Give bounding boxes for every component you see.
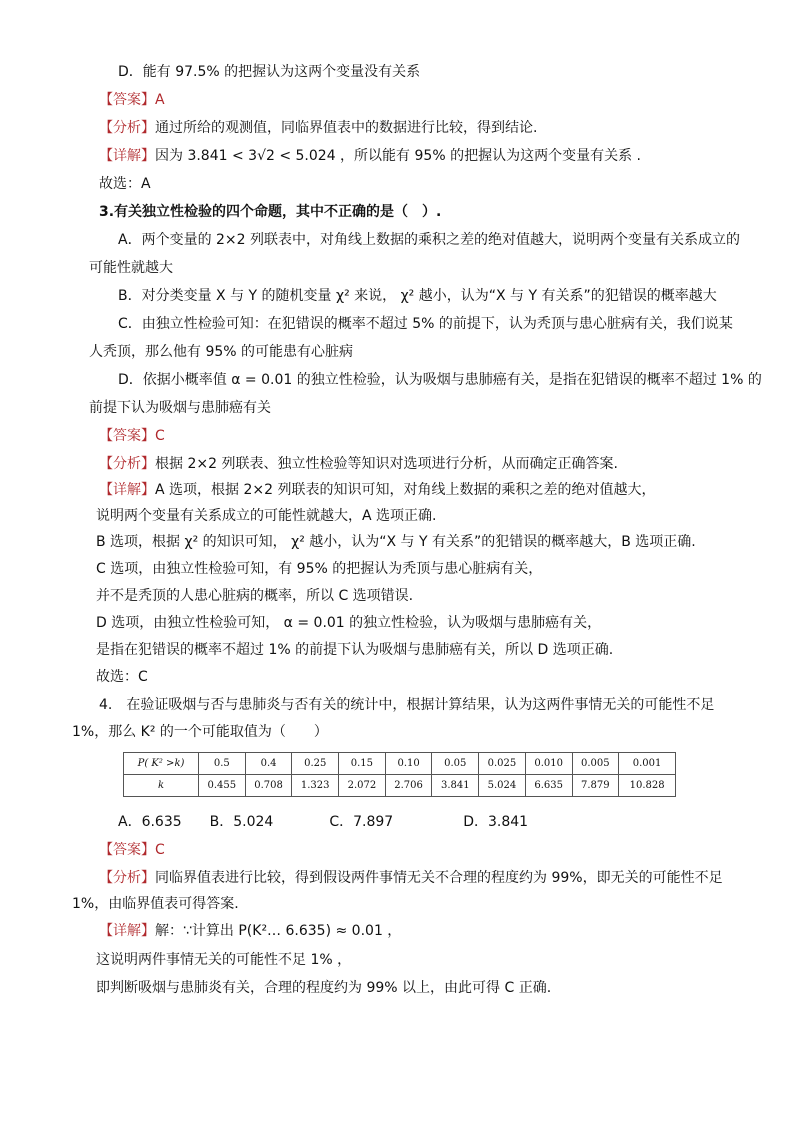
q3-option-c-line1: C．由独立性检验可知：在犯错误的概率不超过 5% 的前提下，认为秃顶与患心脏病有关，我们说某 <box>118 316 733 332</box>
table-cell: 2.706 <box>385 775 432 797</box>
detail-text: 因为 3.841 < 3√2 < 5.024 ，所以能有 95% 的把握认为这两个变量有关系 . <box>155 148 641 164</box>
answer-line-1 <box>99 90 165 110</box>
answer-line-2 <box>99 426 165 446</box>
detail-tag: 【详解】 <box>99 148 155 164</box>
analysis-line-1 <box>99 118 537 138</box>
table-cell: 6.635 <box>525 775 572 797</box>
answer-line-3 <box>99 840 165 860</box>
analysis-line-3 <box>99 868 723 888</box>
q3-option-a-line2: 可能性就越大 <box>89 260 173 276</box>
detail-line-2 <box>99 480 655 500</box>
table-cell: 1.323 <box>292 775 339 797</box>
detail-text: 解：∵计算出 P(K²… 6.635) ≈ 0.01 ， <box>155 923 402 939</box>
detail-3-line2: 这说明两件事情无关的可能性不足 1% ， <box>96 952 352 968</box>
table-cell: 3.841 <box>432 775 479 797</box>
answer-value: C <box>155 842 165 858</box>
answer-value: A <box>155 92 165 108</box>
analysis-tag: 【分析】 <box>99 870 155 886</box>
table-cell: 0.10 <box>385 753 432 775</box>
table-row <box>124 775 676 797</box>
question-3-stem: 3.有关独立性检验的四个命题，其中不正确的是（ ）. <box>99 204 442 220</box>
table-cell: 5.024 <box>479 775 526 797</box>
detail-2-line5: 并不是秃顶的人患心脏病的概率，所以 C 选项错误. <box>96 588 414 604</box>
table-cell: 0.005 <box>572 753 619 775</box>
q3-option-b: B．对分类变量 X 与 Y 的随机变量 χ² 来说， χ² 越小，认为“X 与 Y 有关系”的犯错误的概率越大 <box>118 288 717 304</box>
table-cell: 0.05 <box>432 753 479 775</box>
answer-tag: 【答案】 <box>99 428 155 444</box>
detail-2-line4: C 选项，由独立性检验可知，有 95% 的把握认为秃顶与患心脏病有关， <box>96 561 543 577</box>
analysis-tag: 【分析】 <box>99 456 155 472</box>
q3-option-d-line2: 前提下认为吸烟与患肺癌有关 <box>89 400 271 416</box>
detail-2-line3: B 选项，根据 χ² 的知识可知， χ² 越小，认为“X 与 Y 有关系”的犯错误的概率越大，B 选项正确. <box>96 534 696 550</box>
option-d-line: D．能有 97.5% 的把握认为这两个变量没有关系 <box>118 64 421 80</box>
table-cell: 0.15 <box>339 753 386 775</box>
detail-line-1 <box>99 146 641 166</box>
table-cell: 0.4 <box>245 753 292 775</box>
table-cell: 0.708 <box>245 775 292 797</box>
table-cell: 0.455 <box>199 775 246 797</box>
analysis-text: 通过所给的观测值，同临界值表中的数据进行比较，得到结论. <box>155 120 538 136</box>
table-row-head: P( K² >k) <box>124 753 199 775</box>
question-4-options: A．6.635 B．5.024 C．7.897 D．3.841 <box>118 814 529 830</box>
detail-2-line2: 说明两个变量有关系成立的可能性就越大，A 选项正确. <box>96 508 437 524</box>
answer-value: C <box>155 428 165 444</box>
choose-line-1: 故选：A <box>99 176 151 192</box>
analysis-line-2 <box>99 454 618 474</box>
table-cell: 10.828 <box>619 775 676 797</box>
detail-tag: 【详解】 <box>99 923 155 939</box>
q3-option-d-line1: D．依据小概率值 α = 0.01 的独立性检验，认为吸烟与患肺癌有关，是指在犯错误的概率不超过 1% 的 <box>118 372 762 388</box>
detail-2-line6: D 选项，由独立性检验可知， α = 0.01 的独立性检验，认为吸烟与患肺癌有关， <box>96 615 602 631</box>
table-cell: 7.879 <box>572 775 619 797</box>
detail-3-line3: 即判断吸烟与患肺炎有关，合理的程度约为 99% 以上，由此可得 C 正确. <box>96 980 552 996</box>
answer-tag: 【答案】 <box>99 92 155 108</box>
q3-option-c-line2: 人秃顶，那么他有 95% 的可能患有心脏病 <box>89 344 354 360</box>
analysis-text: 根据 2×2 列联表、独立性检验等知识对选项进行分析，从而确定正确答案. <box>155 456 618 472</box>
table-cell: 0.25 <box>292 753 339 775</box>
analysis-text: 同临界值表进行比较，得到假设两件事情无关不合理的程度约为 99%，即无关的可能性不足 <box>155 870 723 886</box>
table-row-head: k <box>124 775 199 797</box>
table-cell: 2.072 <box>339 775 386 797</box>
detail-2-line7: 是指在犯错误的概率不超过 1% 的前提下认为吸烟与患肺癌有关，所以 D 选项正确. <box>96 642 614 658</box>
critical-value-table <box>123 752 676 797</box>
question-4-line2: 1%，那么 K² 的一个可能取值为（ ） <box>72 724 328 740</box>
answer-tag: 【答案】 <box>99 842 155 858</box>
detail-text: A 选项，根据 2×2 列联表的知识可知，对角线上数据的乘积之差的绝对值越大， <box>155 482 656 498</box>
table-row <box>124 753 676 775</box>
q3-option-a-line1: A．两个变量的 2×2 列联表中，对角线上数据的乘积之差的绝对值越大，说明两个变量有关系成立的 <box>118 232 741 248</box>
question-4-line1: 4. 在验证吸烟与否与患肺炎与否有关的统计中，根据计算结果，认为这两件事情无关的可能性不足 <box>99 697 715 713</box>
table-cell: 0.5 <box>199 753 246 775</box>
table-cell: 0.010 <box>525 753 572 775</box>
choose-line-2: 故选：C <box>96 669 148 685</box>
analysis-tag: 【分析】 <box>99 120 155 136</box>
detail-tag: 【详解】 <box>99 482 155 498</box>
detail-line-3 <box>99 921 401 941</box>
table-cell: 0.025 <box>479 753 526 775</box>
table-cell: 0.001 <box>619 753 676 775</box>
analysis-3-line2: 1%，由临界值表可得答案. <box>72 896 239 912</box>
